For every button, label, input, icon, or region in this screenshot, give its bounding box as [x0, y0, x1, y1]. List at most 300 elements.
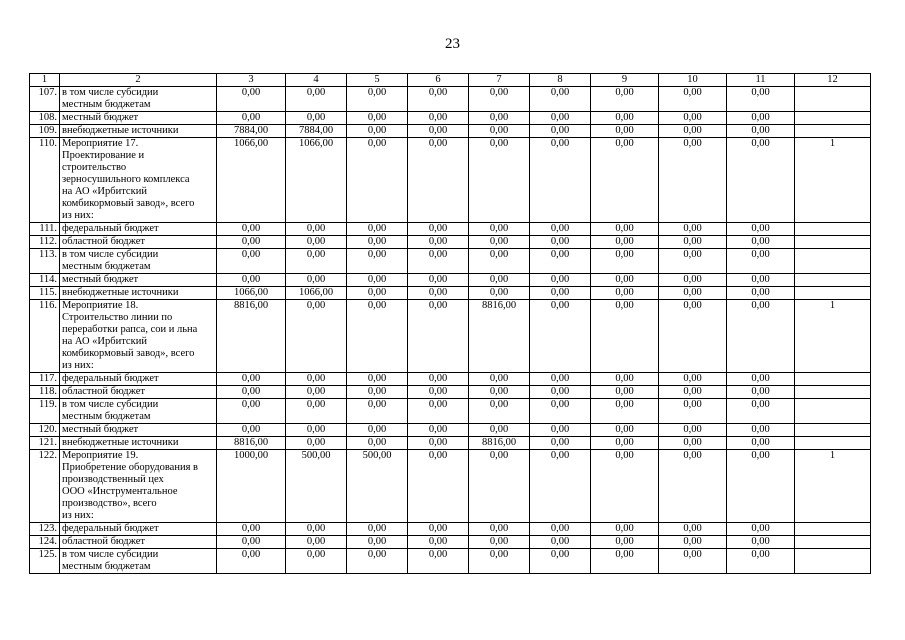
column-12-cell	[795, 236, 871, 249]
row-name	[60, 424, 217, 437]
value-cell: 0,00	[347, 274, 408, 287]
value-cell: 0,00	[408, 549, 469, 574]
value-cell: 0,00	[591, 450, 659, 523]
value-cell: 0,00	[659, 536, 727, 549]
value-cell: 0,00	[469, 138, 530, 223]
value-cell: 0,00	[469, 523, 530, 536]
value-cell: 0,00	[469, 249, 530, 274]
value-cell: 0,00	[217, 424, 286, 437]
value-cell: 0,00	[659, 386, 727, 399]
row-name-line: в том числе субсидии	[62, 399, 159, 410]
column-header: 5	[347, 74, 408, 87]
value-cell: 0,00	[347, 300, 408, 373]
value-cell: 0,00	[217, 249, 286, 274]
row-number: 120.	[30, 424, 60, 437]
value-cell: 0,00	[408, 450, 469, 523]
row-name-line: производственный цех	[62, 474, 164, 485]
value-cell: 7884,00	[217, 125, 286, 138]
table-row	[30, 437, 871, 450]
value-cell: 0,00	[286, 87, 347, 112]
value-cell: 0,00	[530, 138, 591, 223]
table-row	[30, 287, 871, 300]
value-cell: 0,00	[591, 536, 659, 549]
value-cell: 0,00	[408, 536, 469, 549]
value-cell: 0,00	[347, 399, 408, 424]
value-cell: 0,00	[469, 399, 530, 424]
value-cell: 0,00	[591, 87, 659, 112]
column-12-cell	[795, 536, 871, 549]
row-number: 117.	[30, 373, 60, 386]
value-cell: 0,00	[408, 249, 469, 274]
column-12-cell	[795, 249, 871, 274]
value-cell: 0,00	[659, 373, 727, 386]
value-cell: 0,00	[217, 373, 286, 386]
value-cell: 0,00	[659, 87, 727, 112]
value-cell: 0,00	[591, 399, 659, 424]
value-cell: 0,00	[530, 523, 591, 536]
value-cell: 0,00	[217, 523, 286, 536]
row-number: 121.	[30, 437, 60, 450]
value-cell: 0,00	[286, 386, 347, 399]
row-name-line: на АО «Ирбитский	[62, 186, 147, 197]
value-cell: 0,00	[591, 424, 659, 437]
row-name-line: переработки рапса, сои и льна	[62, 324, 198, 335]
value-cell: 0,00	[347, 87, 408, 112]
value-cell: 0,00	[469, 223, 530, 236]
row-name	[60, 450, 217, 523]
value-cell: 0,00	[217, 223, 286, 236]
value-cell: 500,00	[347, 450, 408, 523]
value-cell: 0,00	[530, 386, 591, 399]
row-number: 119.	[30, 399, 60, 424]
column-header: 1	[30, 74, 60, 87]
value-cell: 0,00	[727, 373, 795, 386]
table-row	[30, 87, 871, 112]
row-name-line: комбикормовый завод», всего	[62, 348, 195, 359]
column-header: 9	[591, 74, 659, 87]
table-row	[30, 223, 871, 236]
row-name	[60, 223, 217, 236]
row-name-line: Строительство линии по	[62, 312, 173, 323]
row-number: 122.	[30, 450, 60, 523]
value-cell: 0,00	[727, 274, 795, 287]
value-cell: 0,00	[286, 249, 347, 274]
value-cell: 0,00	[469, 549, 530, 574]
value-cell: 0,00	[591, 223, 659, 236]
value-cell: 0,00	[591, 236, 659, 249]
value-cell: 0,00	[217, 274, 286, 287]
value-cell: 0,00	[727, 424, 795, 437]
value-cell: 0,00	[727, 112, 795, 125]
table-row	[30, 300, 871, 373]
value-cell: 0,00	[408, 386, 469, 399]
column-12-cell	[795, 223, 871, 236]
row-number: 125.	[30, 549, 60, 574]
value-cell: 0,00	[408, 236, 469, 249]
value-cell: 0,00	[727, 300, 795, 373]
value-cell: 0,00	[659, 249, 727, 274]
value-cell: 0,00	[591, 549, 659, 574]
value-cell: 0,00	[286, 523, 347, 536]
value-cell: 0,00	[530, 87, 591, 112]
row-number: 107.	[30, 87, 60, 112]
value-cell: 0,00	[530, 112, 591, 125]
value-cell: 0,00	[530, 249, 591, 274]
column-12-cell	[795, 287, 871, 300]
value-cell: 0,00	[591, 373, 659, 386]
value-cell: 0,00	[408, 523, 469, 536]
column-12-cell	[795, 373, 871, 386]
table-row	[30, 112, 871, 125]
value-cell: 0,00	[217, 87, 286, 112]
column-12-cell	[795, 112, 871, 125]
value-cell: 0,00	[408, 138, 469, 223]
table-row	[30, 125, 871, 138]
row-name-line: местный бюджет	[62, 112, 139, 123]
value-cell: 1066,00	[217, 138, 286, 223]
value-cell: 0,00	[408, 424, 469, 437]
table-row	[30, 138, 871, 223]
value-cell: 0,00	[530, 236, 591, 249]
value-cell: 0,00	[286, 223, 347, 236]
value-cell: 0,00	[659, 287, 727, 300]
table-row	[30, 523, 871, 536]
value-cell: 0,00	[659, 274, 727, 287]
value-cell: 0,00	[659, 450, 727, 523]
value-cell: 0,00	[530, 373, 591, 386]
value-cell: 0,00	[408, 125, 469, 138]
value-cell: 0,00	[530, 424, 591, 437]
value-cell: 0,00	[591, 437, 659, 450]
row-name	[60, 549, 217, 574]
value-cell: 0,00	[727, 138, 795, 223]
row-number: 113.	[30, 249, 60, 274]
row-name	[60, 125, 217, 138]
value-cell: 8816,00	[217, 300, 286, 373]
value-cell: 0,00	[286, 536, 347, 549]
column-12-cell	[795, 399, 871, 424]
column-header: 3	[217, 74, 286, 87]
value-cell: 0,00	[347, 112, 408, 125]
value-cell: 0,00	[469, 424, 530, 437]
value-cell: 0,00	[530, 223, 591, 236]
value-cell: 0,00	[347, 536, 408, 549]
value-cell: 0,00	[591, 287, 659, 300]
value-cell: 0,00	[408, 112, 469, 125]
table-row	[30, 536, 871, 549]
value-cell: 0,00	[347, 223, 408, 236]
row-name-line: внебюджетные источники	[62, 125, 179, 136]
row-name-line: федеральный бюджет	[62, 523, 159, 534]
value-cell: 0,00	[530, 536, 591, 549]
column-12-cell	[795, 437, 871, 450]
column-header: 7	[469, 74, 530, 87]
row-name	[60, 536, 217, 549]
row-name-line: местным бюджетам	[62, 261, 151, 272]
table-row	[30, 274, 871, 287]
value-cell: 0,00	[408, 287, 469, 300]
table-row	[30, 549, 871, 574]
table-row	[30, 386, 871, 399]
value-cell: 0,00	[469, 450, 530, 523]
value-cell: 0,00	[530, 437, 591, 450]
column-12-cell	[795, 274, 871, 287]
table-row	[30, 249, 871, 274]
column-12-cell	[795, 386, 871, 399]
value-cell: 0,00	[659, 236, 727, 249]
table-row	[30, 450, 871, 523]
row-number: 110.	[30, 138, 60, 223]
row-name-line: в том числе субсидии	[62, 249, 159, 260]
column-header: 2	[60, 74, 217, 87]
row-name-line: зерносушильного комплекса	[62, 174, 190, 185]
column-header: 6	[408, 74, 469, 87]
value-cell: 0,00	[727, 399, 795, 424]
column-12-cell	[795, 125, 871, 138]
table-body	[30, 87, 871, 574]
value-cell: 0,00	[217, 549, 286, 574]
value-cell: 0,00	[530, 450, 591, 523]
column-header: 12	[795, 74, 871, 87]
row-name-line: производство», всего	[62, 498, 157, 509]
value-cell: 8816,00	[469, 300, 530, 373]
row-name-line: областной бюджет	[62, 386, 145, 397]
value-cell: 0,00	[591, 523, 659, 536]
column-12-cell: 1	[795, 300, 871, 373]
value-cell: 0,00	[659, 112, 727, 125]
value-cell: 8816,00	[469, 437, 530, 450]
row-name-line: федеральный бюджет	[62, 223, 159, 234]
row-name	[60, 274, 217, 287]
value-cell: 0,00	[727, 450, 795, 523]
row-name	[60, 87, 217, 112]
row-number: 111.	[30, 223, 60, 236]
value-cell: 0,00	[217, 386, 286, 399]
column-12-cell: 1	[795, 450, 871, 523]
value-cell: 8816,00	[217, 437, 286, 450]
row-name-line: из них:	[62, 510, 94, 521]
value-cell: 0,00	[530, 549, 591, 574]
value-cell: 0,00	[659, 223, 727, 236]
row-number: 114.	[30, 274, 60, 287]
value-cell: 0,00	[469, 274, 530, 287]
value-cell: 0,00	[469, 87, 530, 112]
value-cell: 0,00	[347, 249, 408, 274]
value-cell: 0,00	[408, 373, 469, 386]
value-cell: 0,00	[408, 399, 469, 424]
column-12-cell	[795, 549, 871, 574]
value-cell: 0,00	[217, 112, 286, 125]
row-name-line: Проектирование и	[62, 150, 145, 161]
table-row	[30, 424, 871, 437]
value-cell: 0,00	[469, 236, 530, 249]
table-row	[30, 399, 871, 424]
value-cell: 0,00	[727, 523, 795, 536]
table-row	[30, 373, 871, 386]
column-12-cell	[795, 87, 871, 112]
column-header: 11	[727, 74, 795, 87]
value-cell: 0,00	[347, 138, 408, 223]
row-number: 109.	[30, 125, 60, 138]
value-cell: 0,00	[727, 125, 795, 138]
row-name	[60, 386, 217, 399]
value-cell: 0,00	[469, 536, 530, 549]
value-cell: 1066,00	[286, 138, 347, 223]
value-cell: 0,00	[659, 125, 727, 138]
value-cell: 0,00	[408, 437, 469, 450]
value-cell: 0,00	[727, 536, 795, 549]
value-cell: 0,00	[591, 125, 659, 138]
value-cell: 0,00	[286, 424, 347, 437]
row-name-line: федеральный бюджет	[62, 373, 159, 384]
row-name	[60, 249, 217, 274]
value-cell: 0,00	[469, 386, 530, 399]
row-name-line: комбикормовый завод», всего	[62, 198, 195, 209]
row-name-line: в том числе субсидии	[62, 549, 159, 560]
value-cell: 1066,00	[217, 287, 286, 300]
row-name-line: Мероприятие 18.	[62, 300, 139, 311]
value-cell: 0,00	[286, 437, 347, 450]
table-row	[30, 236, 871, 249]
row-name-line: внебюджетные источники	[62, 287, 179, 298]
row-name-line: на АО «Ирбитский	[62, 336, 147, 347]
value-cell: 0,00	[286, 300, 347, 373]
column-12-cell	[795, 523, 871, 536]
value-cell: 0,00	[217, 536, 286, 549]
value-cell: 0,00	[659, 549, 727, 574]
column-header: 8	[530, 74, 591, 87]
row-name-line: местным бюджетам	[62, 561, 151, 572]
value-cell: 0,00	[727, 386, 795, 399]
value-cell: 0,00	[659, 138, 727, 223]
value-cell: 0,00	[591, 274, 659, 287]
value-cell: 0,00	[659, 437, 727, 450]
row-name-line: областной бюджет	[62, 236, 145, 247]
value-cell: 0,00	[727, 87, 795, 112]
value-cell: 0,00	[469, 112, 530, 125]
row-name	[60, 373, 217, 386]
budget-table	[29, 73, 871, 574]
column-header: 4	[286, 74, 347, 87]
column-header: 10	[659, 74, 727, 87]
row-name-line: местный бюджет	[62, 274, 139, 285]
value-cell: 0,00	[530, 399, 591, 424]
row-name	[60, 112, 217, 125]
value-cell: 0,00	[347, 373, 408, 386]
value-cell: 0,00	[727, 249, 795, 274]
row-name	[60, 523, 217, 536]
value-cell: 0,00	[408, 87, 469, 112]
value-cell: 0,00	[217, 236, 286, 249]
row-name	[60, 236, 217, 249]
row-name-line: Приобретение оборудования в	[62, 462, 198, 473]
row-name-line: местным бюджетам	[62, 99, 151, 110]
row-number: 123.	[30, 523, 60, 536]
row-name-line: Мероприятие 17.	[62, 138, 139, 149]
value-cell: 7884,00	[286, 125, 347, 138]
value-cell: 0,00	[408, 223, 469, 236]
value-cell: 0,00	[530, 300, 591, 373]
row-name	[60, 399, 217, 424]
value-cell: 0,00	[469, 125, 530, 138]
row-name-line: внебюджетные источники	[62, 437, 179, 448]
value-cell: 0,00	[286, 112, 347, 125]
row-name-line: из них:	[62, 210, 94, 221]
value-cell: 0,00	[591, 386, 659, 399]
value-cell: 0,00	[659, 523, 727, 536]
value-cell: 0,00	[286, 274, 347, 287]
value-cell: 0,00	[530, 274, 591, 287]
value-cell: 0,00	[530, 125, 591, 138]
row-name-line: ООО «Инструментальное	[62, 486, 178, 497]
value-cell: 0,00	[408, 300, 469, 373]
value-cell: 0,00	[347, 236, 408, 249]
column-12-cell	[795, 424, 871, 437]
row-number: 108.	[30, 112, 60, 125]
value-cell: 1000,00	[217, 450, 286, 523]
value-cell: 0,00	[469, 373, 530, 386]
value-cell: 0,00	[347, 424, 408, 437]
value-cell: 0,00	[727, 549, 795, 574]
row-name-line: местный бюджет	[62, 424, 139, 435]
value-cell: 0,00	[659, 399, 727, 424]
row-name-line: Мероприятие 19.	[62, 450, 139, 461]
value-cell: 0,00	[286, 373, 347, 386]
value-cell: 0,00	[286, 399, 347, 424]
row-name-line: в том числе субсидии	[62, 87, 159, 98]
value-cell: 0,00	[347, 523, 408, 536]
value-cell: 0,00	[286, 549, 347, 574]
value-cell: 0,00	[469, 287, 530, 300]
value-cell: 0,00	[591, 138, 659, 223]
value-cell: 0,00	[591, 249, 659, 274]
row-number: 112.	[30, 236, 60, 249]
value-cell: 0,00	[347, 549, 408, 574]
value-cell: 0,00	[347, 125, 408, 138]
header-row	[30, 74, 871, 87]
value-cell: 0,00	[408, 274, 469, 287]
page-number: 23	[445, 36, 460, 52]
value-cell: 0,00	[727, 437, 795, 450]
row-name	[60, 437, 217, 450]
row-name-line: из них:	[62, 360, 94, 371]
value-cell: 0,00	[286, 236, 347, 249]
value-cell: 0,00	[591, 300, 659, 373]
row-number: 116.	[30, 300, 60, 373]
row-name	[60, 287, 217, 300]
value-cell: 0,00	[727, 236, 795, 249]
value-cell: 0,00	[659, 424, 727, 437]
value-cell: 0,00	[347, 386, 408, 399]
value-cell: 1066,00	[286, 287, 347, 300]
value-cell: 0,00	[347, 287, 408, 300]
row-number: 115.	[30, 287, 60, 300]
value-cell: 0,00	[727, 287, 795, 300]
row-number: 118.	[30, 386, 60, 399]
value-cell: 0,00	[591, 112, 659, 125]
value-cell: 0,00	[659, 300, 727, 373]
column-12-cell: 1	[795, 138, 871, 223]
row-name-line: местным бюджетам	[62, 411, 151, 422]
row-name-line: строительство	[62, 162, 127, 173]
value-cell: 0,00	[530, 287, 591, 300]
value-cell: 500,00	[286, 450, 347, 523]
row-name	[60, 138, 217, 223]
row-name	[60, 300, 217, 373]
value-cell: 0,00	[347, 437, 408, 450]
row-number: 124.	[30, 536, 60, 549]
value-cell: 0,00	[727, 223, 795, 236]
